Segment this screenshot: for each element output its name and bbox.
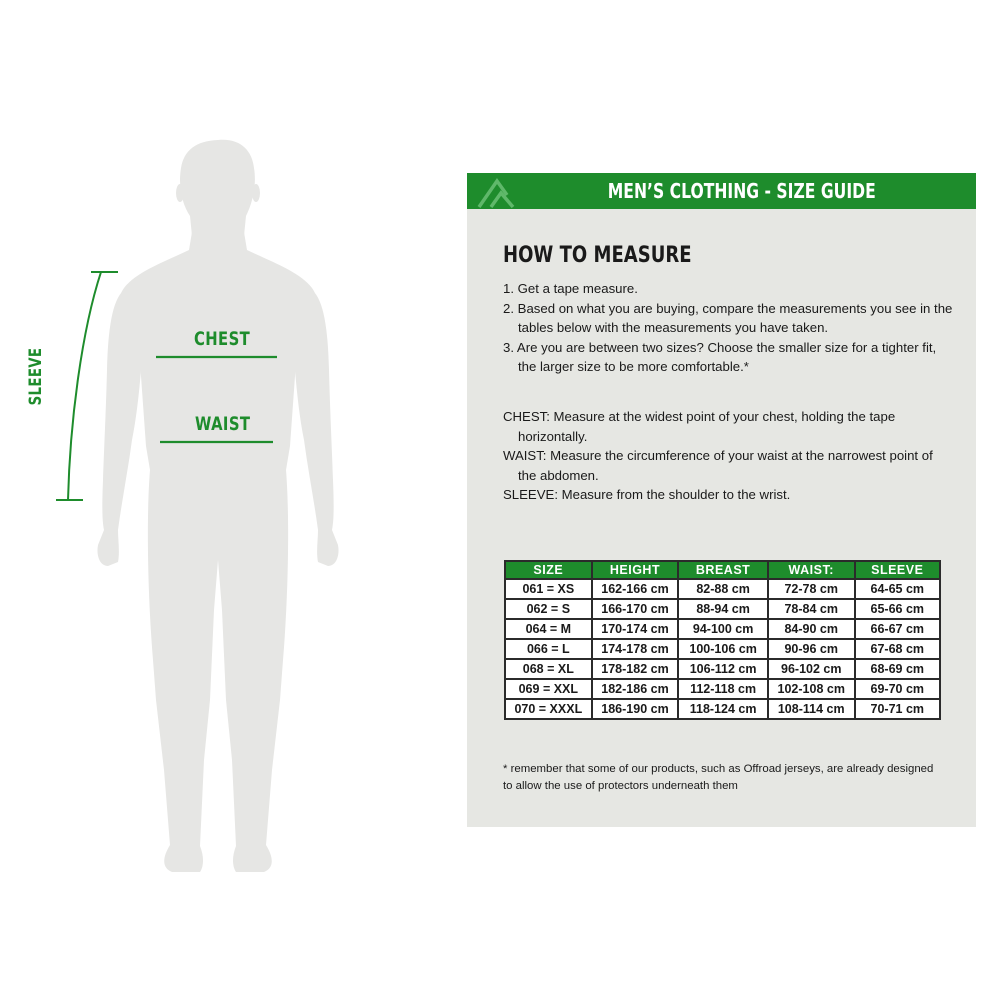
breast-cell: 82-88 cm [678,579,768,599]
size-cell: 066 = L [505,639,592,659]
column-header-breast: BREAST [678,561,768,579]
waist-cell: 96-102 cm [768,659,855,679]
footnote: * remember that some of our products, such as Offroad jerseys, are already designed to allow the use of protectors underneath them [503,763,934,792]
how-to-measure-title: HOW TO MEASURE [503,243,692,268]
sleeve-cell: 68-69 cm [855,659,940,679]
waist-label: WAIST [195,413,251,435]
height-cell: 182-186 cm [592,679,679,699]
table-row [505,639,940,659]
sleeve-cell: 65-66 cm [855,599,940,619]
sleeve-label: SLEEVE [26,347,46,406]
height-cell: 162-166 cm [592,579,679,599]
breast-cell: 94-100 cm [678,619,768,639]
size-table [504,560,941,720]
height-cell: 166-170 cm [592,599,679,619]
step-item: 1. Get a tape measure. [503,281,638,296]
waist-cell: 90-96 cm [768,639,855,659]
body-silhouette-icon [0,0,460,1000]
definitions [503,407,953,505]
table-row [505,579,940,599]
size-cell: 062 = S [505,599,592,619]
height-cell: 178-182 cm [592,659,679,679]
step-item: 2. Based on what you are buying, compare the measurements you see in the tables below with the measurements you have taken. [503,300,953,335]
sleeve-cell: 67-68 cm [855,639,940,659]
table-row [505,659,940,679]
size-cell: 069 = XXL [505,679,592,699]
size-cell: 070 = XXXL [505,699,592,719]
height-cell: 174-178 cm [592,639,679,659]
column-header-height: HEIGHT [592,561,679,579]
breast-cell: 106-112 cm [678,659,768,679]
column-header-size: SIZE [505,561,592,579]
panel-header [467,173,976,209]
breast-cell: 118-124 cm [678,699,768,719]
height-cell: 170-174 cm [592,619,679,639]
table-row [505,699,940,719]
waist-cell: 108-114 cm [768,699,855,719]
sleeve-cell: 70-71 cm [855,699,940,719]
waist-cell: 84-90 cm [768,619,855,639]
breast-cell: 100-106 cm [678,639,768,659]
table-row [505,619,940,639]
waist-cell: 102-108 cm [768,679,855,699]
size-guide-panel [467,173,976,827]
size-cell: 064 = M [505,619,592,639]
table-header-row [505,561,940,579]
size-cell: 068 = XL [505,659,592,679]
steps-list [503,279,953,377]
column-header-sleeve: SLEEVE [855,561,940,579]
height-cell: 186-190 cm [592,699,679,719]
table-row [505,599,940,619]
breast-cell: 112-118 cm [678,679,768,699]
panel-title: MEN’S CLOTHING - SIZE GUIDE [607,179,876,203]
sleeve-arc [68,272,101,500]
column-header-waist: WAIST: [768,561,855,579]
waist-definition: WAIST: Measure the circumference of your waist at the narrowest point of the abdomen. [503,448,933,483]
size-cell: 061 = XS [505,579,592,599]
chest-label: CHEST [194,328,251,350]
sleeve-cell: 69-70 cm [855,679,940,699]
chest-definition: CHEST: Measure at the widest point of your chest, holding the tape horizontally. [503,409,896,444]
table-row [505,679,940,699]
breast-cell: 88-94 cm [678,599,768,619]
waist-cell: 78-84 cm [768,599,855,619]
sleeve-cell: 64-65 cm [855,579,940,599]
brand-logo-icon [473,175,529,209]
sleeve-cell: 66-67 cm [855,619,940,639]
step-item: 3. Are you are between two sizes? Choose the smaller size for a tighter fit, the larger size to be more comfortable.* [503,339,937,374]
body-figure [0,0,460,1000]
sleeve-definition: SLEEVE: Measure from the shoulder to the wrist. [503,487,791,502]
waist-cell: 72-78 cm [768,579,855,599]
